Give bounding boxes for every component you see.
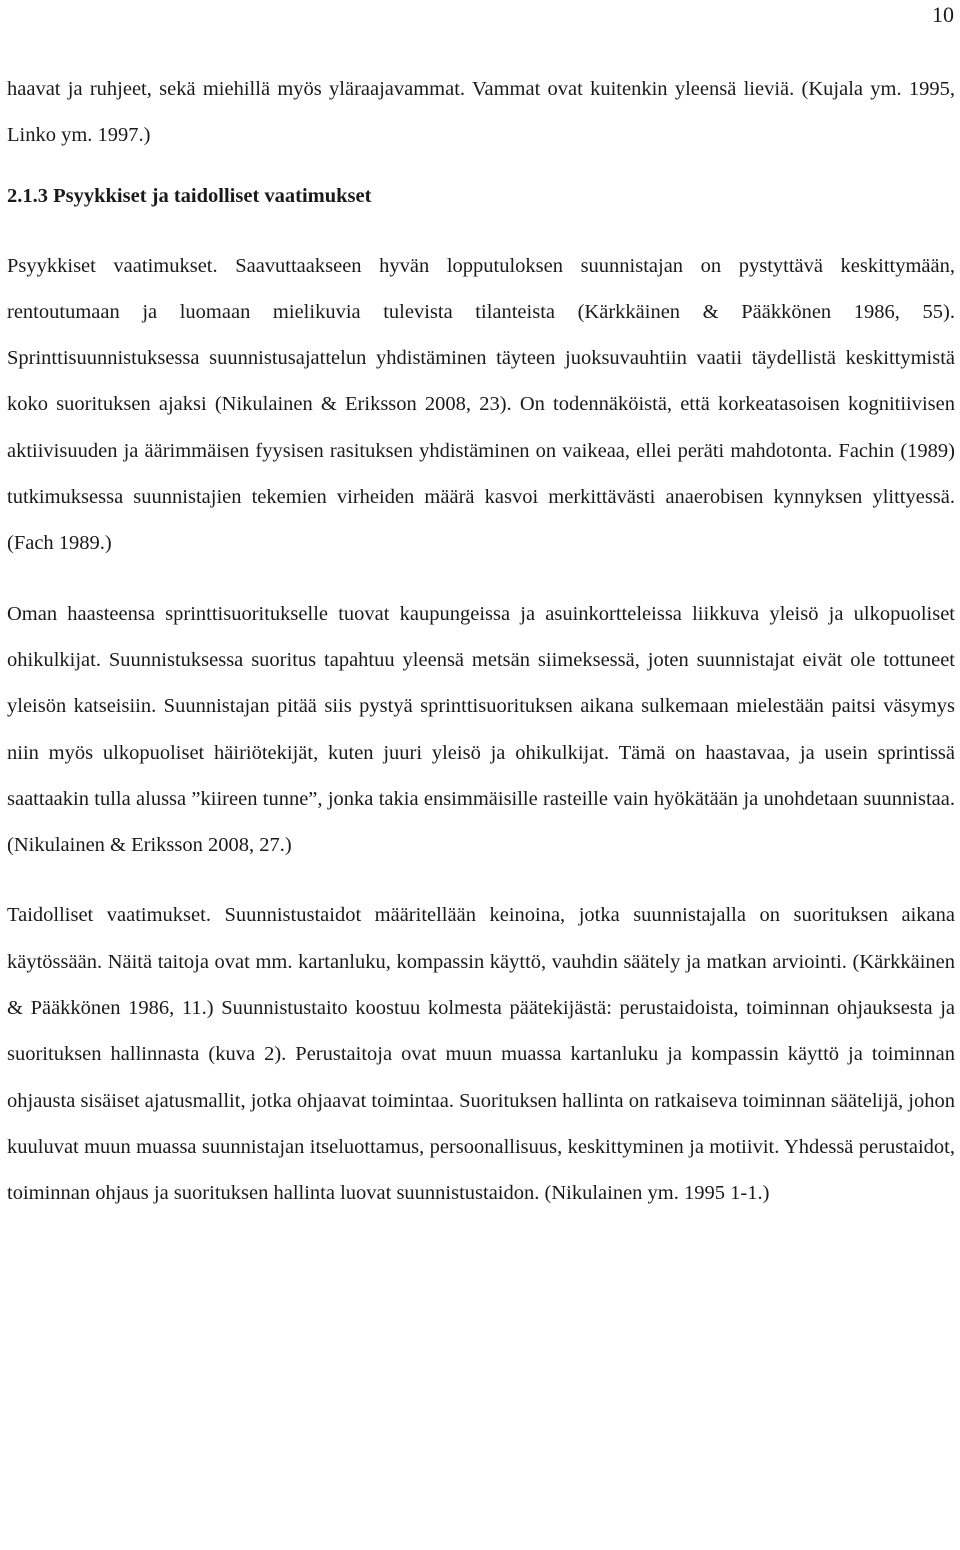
paragraph-oman: Oman haasteensa sprinttisuoritukselle tuovat kaupungeissa ja asuinkortteleissa liikkuva yleisö ja ulkopuoliset ohikulkijat. Suunnistuksessa suoritus tapahtuu yleensä metsän siimeksessä, joten suunnistajat eivät ole tottuneet yleisön katseisiin. Suunnistajan pitää siis pystyä sprinttisuorituksen aikana sulkemaan mielestään paitsi väsymys niin myös ulkopuoliset häiriötekijät, kuten juuri yleisö ja ohikulkijat. Tämä on haastavaa, ja usein sprintissä saattaakin tulla alussa ”kiireen tunne”, jonka takia ensimmäisille rasteille vain hyökätään ja unohdetaan suunnistaa. (Nikulainen & Eriksson 2008, 27.) — [7, 602, 955, 857]
page-number: 10 — [932, 2, 954, 27]
document-body — [7, 66, 955, 1217]
paragraph-taidolliset: Taidolliset vaatimukset. Suunnistustaidot määritellään keinoina, jotka suunnistajalla on suorituksen aikana käytössään. Näitä taitoja ovat mm. kartanluku, kompassin käyttö, vauhdin säätely ja matkan arviointi. (Kärkkäinen & Pääkkönen 1986, 11.) Suunnistustaito koostuu kolmesta päätekijästä: perustaidoista, toiminnan ohjauksesta ja suorituksen hallinnasta (kuva 2). Perustaitoja ovat muun muassa kartanluku ja kompassin käyttö ja toiminnan ohjausta sisäiset ajatusmallit, jotka ohjaavat toimintaa. Suorituksen hallinta on ratkaiseva toiminnan säätelijä, johon kuuluvat muun muassa suunnistajan itseluottamus, persoonallisuus, keskittyminen ja motiivit. Yhdessä perustaidot, toiminnan ohjaus ja suorituksen hallinta luovat suunnistustaidon. (Nikulainen ym. 1995 1-1.) — [7, 904, 955, 1205]
paragraph-psyykkiset: Psyykkiset vaatimukset. Saavuttaakseen hyvän lopputuloksen suunnistajan on pystyttävä keskittymään, rentoutumaan ja luomaan mielikuvia tulevista tilanteista (Kärkkäinen & Pääkkönen 1986, 55). Sprinttisuunnistuksessa suunnistusajattelun yhdistäminen täyteen juoksuvauhtiin vaatii täydellistä keskittymistä koko suorituksen ajaksi (Nikulainen & Eriksson 2008, 23). On todennäköistä, että korkeatasoisen kognitiivisen aktiivisuuden ja äärimmäisen fyysisen rasituksen yhdistäminen on vaikeaa, ellei peräti mahdotonta. Fachin (1989) tutkimuksessa suunnistajien tekemien virheiden määrä kasvoi merkittävästi anaerobisen kynnyksen ylittyessä. (Fach 1989.) — [7, 254, 955, 555]
paragraph-intro: haavat ja ruhjeet, sekä miehillä myös yläraajavammat. Vammat ovat kuitenkin yleensä lieviä. (Kujala ym. 1995, Linko ym. 1997.) — [7, 78, 955, 147]
section-heading: 2.1.3 Psyykkiset ja taidolliset vaatimukset — [7, 184, 372, 207]
